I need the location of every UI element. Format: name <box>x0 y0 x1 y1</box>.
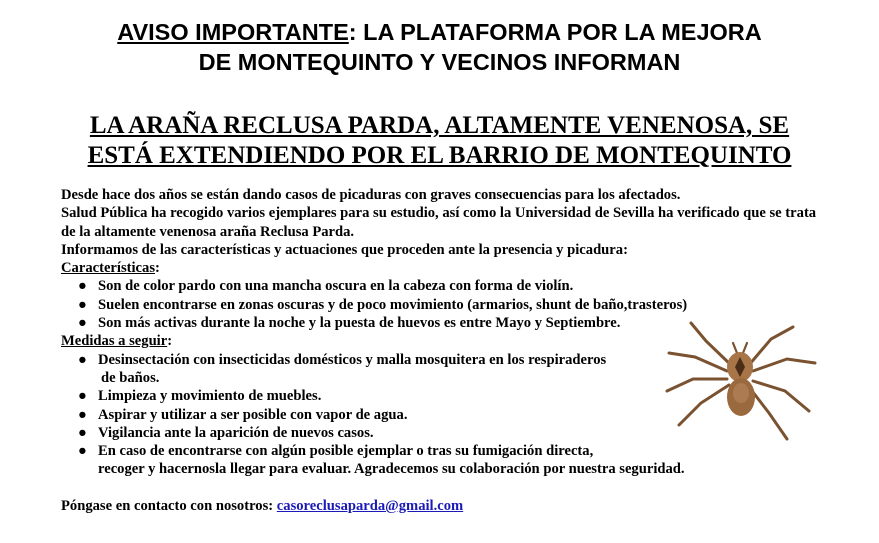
bullet-icon: ● <box>78 278 87 295</box>
list-item-continuation: recoger y hacernosla llegar para evaluar. Agradecemos su colaboración por nuestra seguridad. <box>98 461 685 478</box>
heading-important: AVISO IMPORTANTE <box>117 19 349 45</box>
brown-recluse-spider-image <box>661 313 821 445</box>
characteristics-heading: Características: <box>61 260 160 277</box>
contact-line <box>61 497 831 515</box>
alert-line-2: ESTÁ EXTENDIENDO POR EL BARRIO DE MONTEQUINTO <box>87 142 792 169</box>
heading-line-1-rest: : LA PLATAFORMA POR LA MEJORA <box>348 19 762 45</box>
list-item: ● Son de color pardo con una mancha oscura en la cabeza con forma de violín. <box>78 278 574 295</box>
bullet-icon: ● <box>78 388 87 405</box>
list-item: ● Son más activas durante la noche y la puesta de huevos es entre Mayo y Septiembre. <box>78 315 621 332</box>
alert-heading <box>20 111 859 171</box>
heading-line-1 <box>20 17 859 47</box>
bullet-icon: ● <box>78 315 87 332</box>
bullet-icon: ● <box>78 296 87 313</box>
bullet-icon: ● <box>78 424 87 441</box>
alert-line-1: LA ARAÑA RECLUSA PARDA, ALTAMENTE VENENOSA, SE <box>89 112 790 139</box>
heading-line-2: DE MONTEQUINTO Y VECINOS INFORMAN <box>198 49 681 75</box>
spacer <box>61 479 831 497</box>
intro-paragraph-1: Desde hace dos años se están dando casos de picaduras con graves consecuencias para los afectados. <box>61 187 681 203</box>
contact-label: Póngase en contacto con nosotros: <box>61 497 274 514</box>
list-item: ● Vigilancia ante la aparición de nuevos casos. <box>78 424 374 441</box>
list-item: ● Suelen encontrarse en zonas oscuras y de poco movimiento (armarios, shunt de baño,trasteros) <box>78 296 688 313</box>
contact-email-link[interactable]: casoreclusaparda@gmail.com <box>276 497 464 514</box>
bullet-icon: ● <box>78 406 87 423</box>
list-item: ● Desinsectación con insecticidas domésticos y malla mosquitera en los respiraderos <box>78 351 607 368</box>
list-item-continuation: de baños. <box>101 369 160 386</box>
bullet-icon: ● <box>78 351 87 368</box>
measures-heading: Medidas a seguir: <box>61 333 173 350</box>
bullet-icon: ● <box>78 443 87 460</box>
list-item: ● Aspirar y utilizar a ser posible con vapor de agua. <box>78 406 408 423</box>
list-item: ● En caso de encontrarse con algún posible ejemplar o tras su fumigación directa, <box>78 443 594 460</box>
notice-heading <box>20 17 859 77</box>
list-item: ● Limpieza y movimiento de muebles. <box>78 388 322 405</box>
intro-paragraph-2: Salud Pública ha recogido varios ejemplares para su estudio, así como la Universidad de Sevilla ha verificado que se trata de la altamente venenosa araña Reclusa Parda. <box>61 205 817 240</box>
intro-paragraph-3: Informamos de las características y actuaciones que proceden ante la presencia y picadura: <box>61 241 628 258</box>
